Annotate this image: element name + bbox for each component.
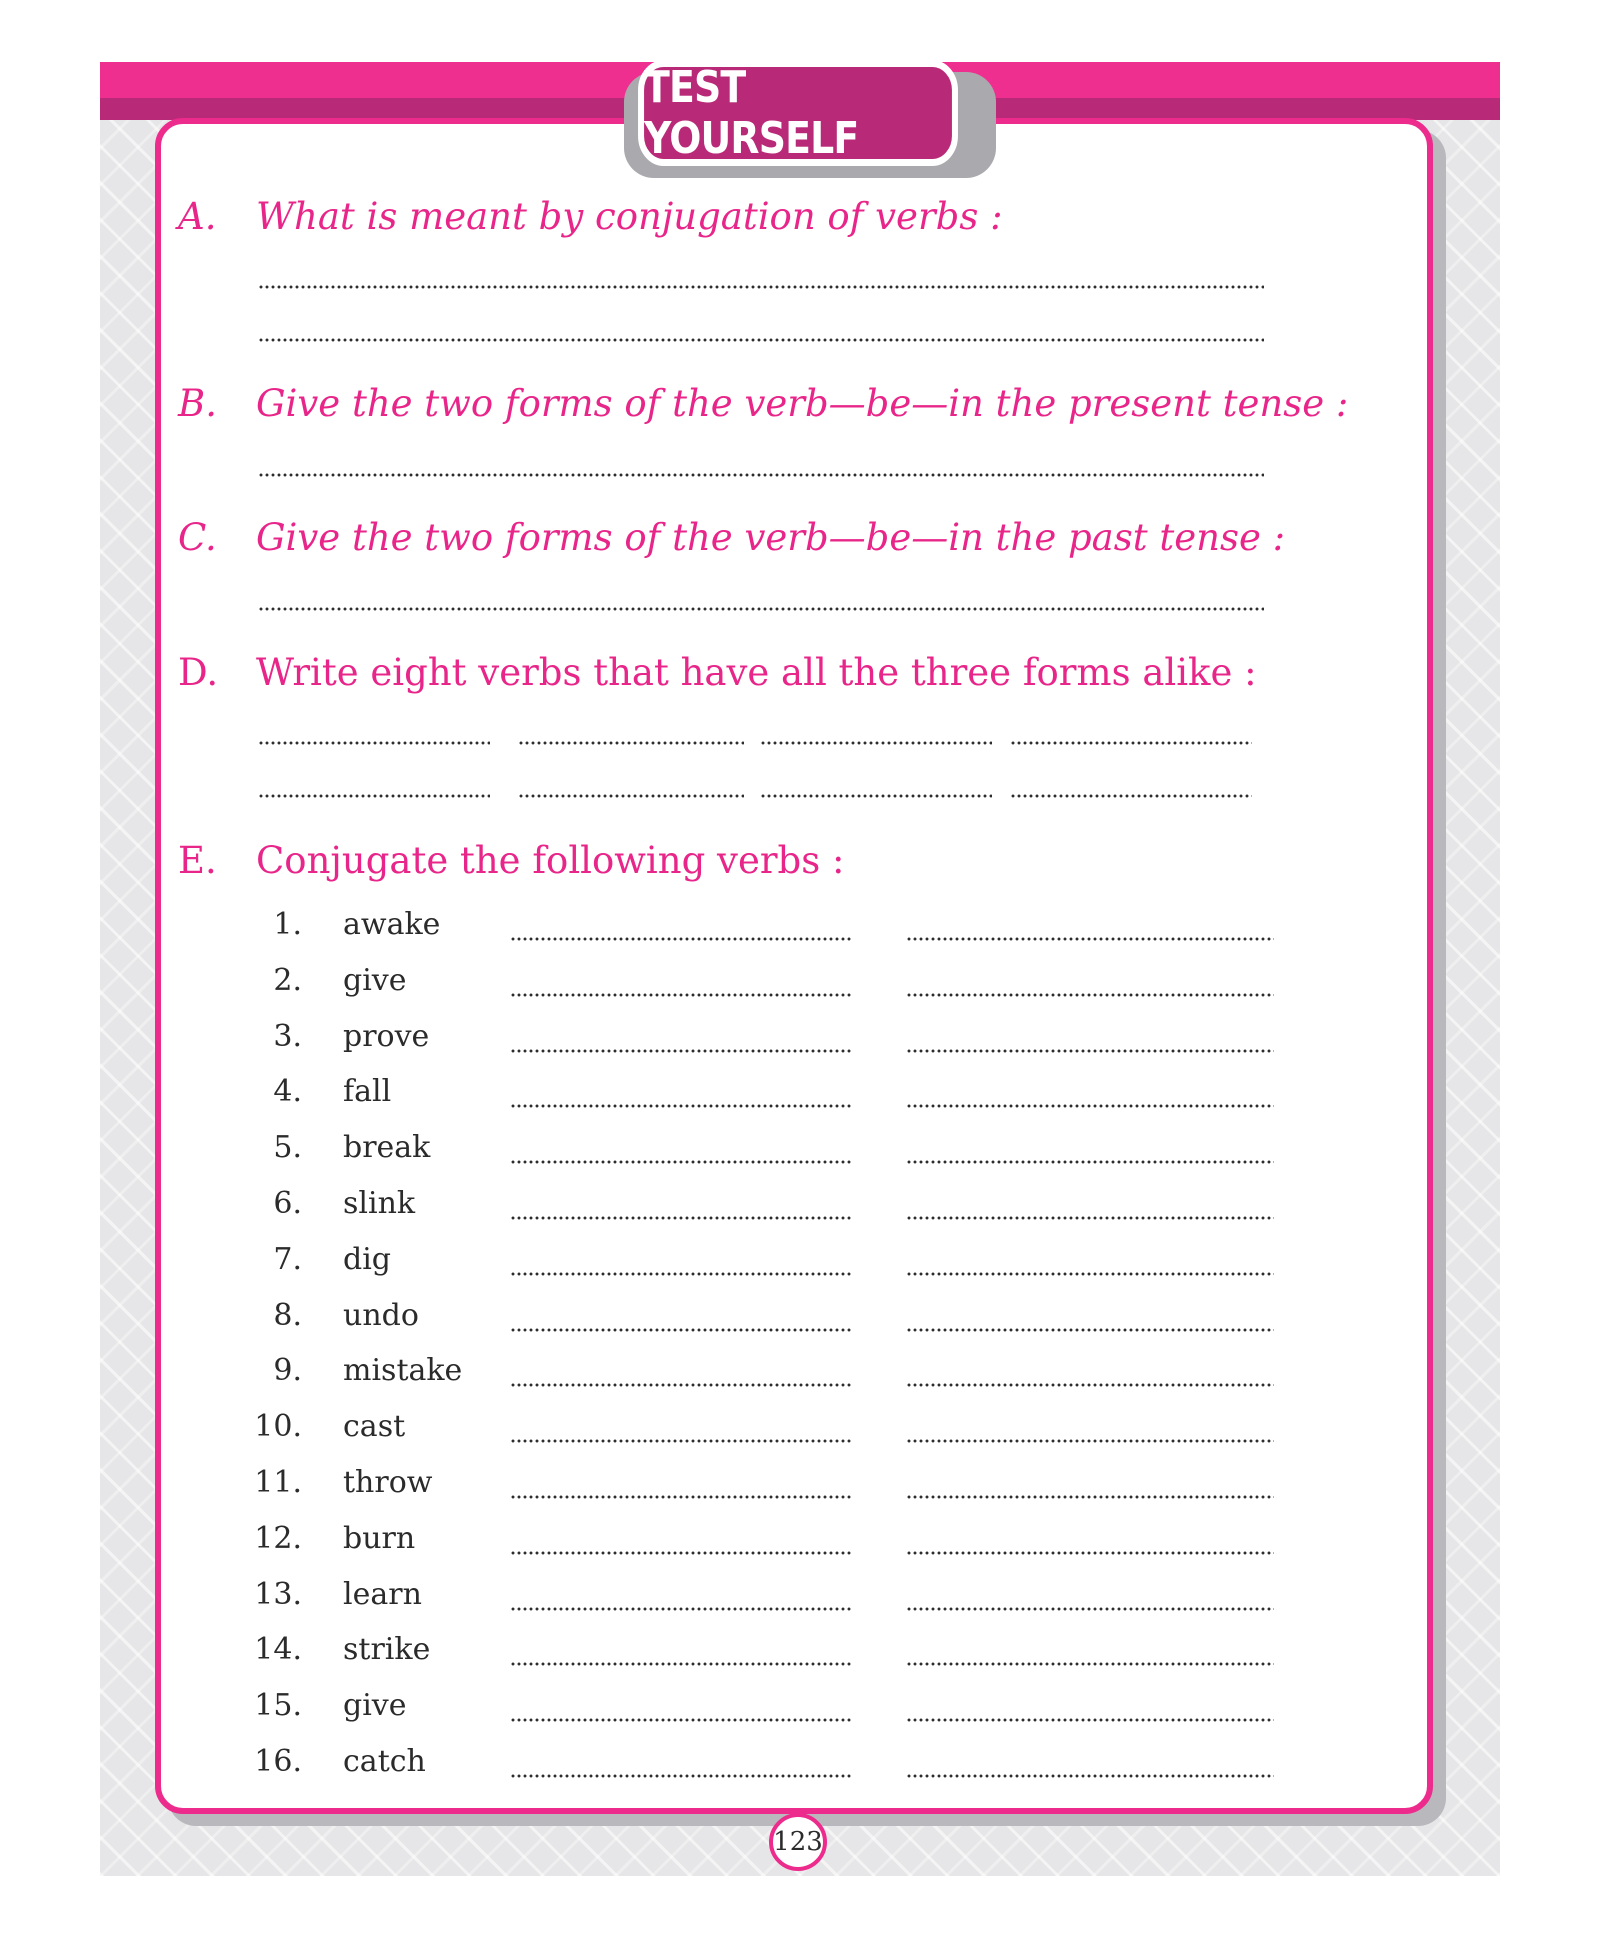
verb-number: 6. [273, 1186, 302, 1221]
verb-word: burn [343, 1520, 416, 1556]
verb-word: cast [343, 1409, 406, 1445]
question-c-text: Give the two forms of the verb—be—in the past tense : [256, 516, 1286, 559]
answer-blank-form-3[interactable] [906, 1049, 1274, 1053]
table-row [0, 1242, 1300, 1298]
answer-blank-form-2[interactable] [510, 993, 852, 997]
question-d-letter: D. [178, 651, 219, 694]
verb-word: dig [343, 1241, 392, 1277]
answer-blank-form-3[interactable] [906, 1216, 1274, 1220]
answer-blank-d7[interactable] [760, 794, 992, 798]
verb-number: 10. [254, 1409, 302, 1445]
verb-number: 7. [273, 1241, 302, 1277]
table-row [0, 1577, 1300, 1633]
answer-blank-form-3[interactable] [906, 1160, 1274, 1164]
table-row [0, 1688, 1300, 1744]
table-row [0, 907, 1300, 963]
verb-number: 5. [273, 1130, 302, 1166]
verb-number: 2. [273, 962, 302, 998]
answer-line-a2[interactable] [258, 338, 1264, 342]
table-row [0, 1130, 1300, 1186]
verb-number: 4. [273, 1074, 302, 1110]
answer-blank-form-2[interactable] [510, 1216, 852, 1220]
question-b-letter: B. [178, 382, 217, 425]
answer-blank-form-2[interactable] [510, 1049, 852, 1053]
verb-word: prove [343, 1018, 430, 1054]
table-row [0, 1465, 1300, 1521]
answer-line-b[interactable] [258, 473, 1264, 477]
answer-blank-form-2[interactable] [510, 1160, 852, 1164]
question-b-text: Give the two forms of the verb—be—in the present tense : [256, 382, 1349, 425]
answer-blank-form-2[interactable] [510, 1439, 852, 1443]
verb-word: mistake [343, 1353, 463, 1389]
verb-word: give [343, 1688, 407, 1724]
answer-line-c[interactable] [258, 607, 1264, 611]
verb-word: fall [343, 1074, 392, 1110]
answer-blank-form-3[interactable] [906, 1272, 1274, 1276]
table-row [0, 1019, 1300, 1075]
page-number: 123 [769, 1813, 827, 1871]
table-row [0, 1186, 1300, 1242]
answer-blank-form-2[interactable] [510, 1383, 852, 1387]
answer-blank-form-3[interactable] [906, 993, 1274, 997]
answer-blank-form-2[interactable] [510, 1328, 852, 1332]
answer-blank-form-2[interactable] [510, 1272, 852, 1276]
answer-blank-form-3[interactable] [906, 1551, 1274, 1555]
answer-blank-d2[interactable] [518, 741, 744, 745]
verb-number: 15. [254, 1688, 302, 1724]
answer-blank-d6[interactable] [518, 794, 744, 798]
answer-blank-form-3[interactable] [906, 1662, 1274, 1666]
table-row [0, 963, 1300, 1019]
question-e-text: Conjugate the following verbs : [256, 839, 845, 882]
answer-blank-form-3[interactable] [906, 1383, 1274, 1387]
answer-blank-form-3[interactable] [906, 937, 1274, 941]
answer-blank-form-3[interactable] [906, 1495, 1274, 1499]
table-row [0, 1074, 1300, 1130]
table-row [0, 1632, 1300, 1688]
question-a-text: What is meant by conjugation of verbs : [256, 195, 1003, 238]
verb-word: slink [343, 1186, 416, 1221]
answer-blank-form-2[interactable] [510, 1718, 852, 1722]
table-row [0, 1744, 1300, 1800]
answer-blank-d8[interactable] [1010, 794, 1252, 798]
answer-line-a1[interactable] [258, 285, 1264, 289]
table-row [0, 1409, 1300, 1465]
answer-blank-d4[interactable] [1010, 741, 1252, 745]
verb-number: 9. [273, 1353, 302, 1389]
question-e-letter: E. [178, 839, 217, 882]
verb-word: undo [343, 1297, 419, 1333]
answer-blank-form-2[interactable] [510, 1774, 852, 1778]
verb-word: give [343, 962, 407, 998]
answer-blank-d3[interactable] [760, 741, 992, 745]
answer-blank-form-2[interactable] [510, 1551, 852, 1555]
verb-number: 11. [254, 1465, 302, 1500]
verb-word: throw [343, 1465, 433, 1500]
verb-number: 1. [273, 907, 302, 942]
question-d-text: Write eight verbs that have all the three forms alike : [256, 651, 1257, 694]
answer-blank-form-2[interactable] [510, 1495, 852, 1499]
answer-blank-form-3[interactable] [906, 1718, 1274, 1722]
answer-blank-form-3[interactable] [906, 1774, 1274, 1778]
verb-word: catch [343, 1744, 426, 1779]
answer-blank-d5[interactable] [258, 794, 490, 798]
verb-number: 13. [254, 1576, 302, 1612]
answer-blank-d1[interactable] [258, 741, 490, 745]
verb-number: 14. [254, 1632, 302, 1668]
question-a-letter: A. [178, 195, 217, 238]
verb-number: 16. [254, 1744, 302, 1779]
answer-blank-form-3[interactable] [906, 1328, 1274, 1332]
verb-word: learn [343, 1576, 422, 1612]
verb-number: 3. [273, 1018, 302, 1054]
verb-word: awake [343, 907, 441, 942]
question-c-letter: C. [178, 516, 217, 559]
table-row [0, 1521, 1300, 1577]
page-title: TEST YOURSELF [638, 60, 958, 166]
table-row [0, 1298, 1300, 1354]
table-row [0, 1353, 1300, 1409]
verb-word: break [343, 1130, 431, 1166]
verb-number: 12. [254, 1520, 302, 1556]
answer-blank-form-2[interactable] [510, 1104, 852, 1108]
verb-number: 8. [273, 1297, 302, 1333]
answer-blank-form-2[interactable] [510, 1662, 852, 1666]
verb-word: strike [343, 1632, 431, 1668]
answer-blank-form-2[interactable] [510, 1607, 852, 1611]
answer-blank-form-3[interactable] [906, 1104, 1274, 1108]
answer-blank-form-2[interactable] [510, 937, 852, 941]
answer-blank-form-3[interactable] [906, 1439, 1274, 1443]
answer-blank-form-3[interactable] [906, 1607, 1274, 1611]
